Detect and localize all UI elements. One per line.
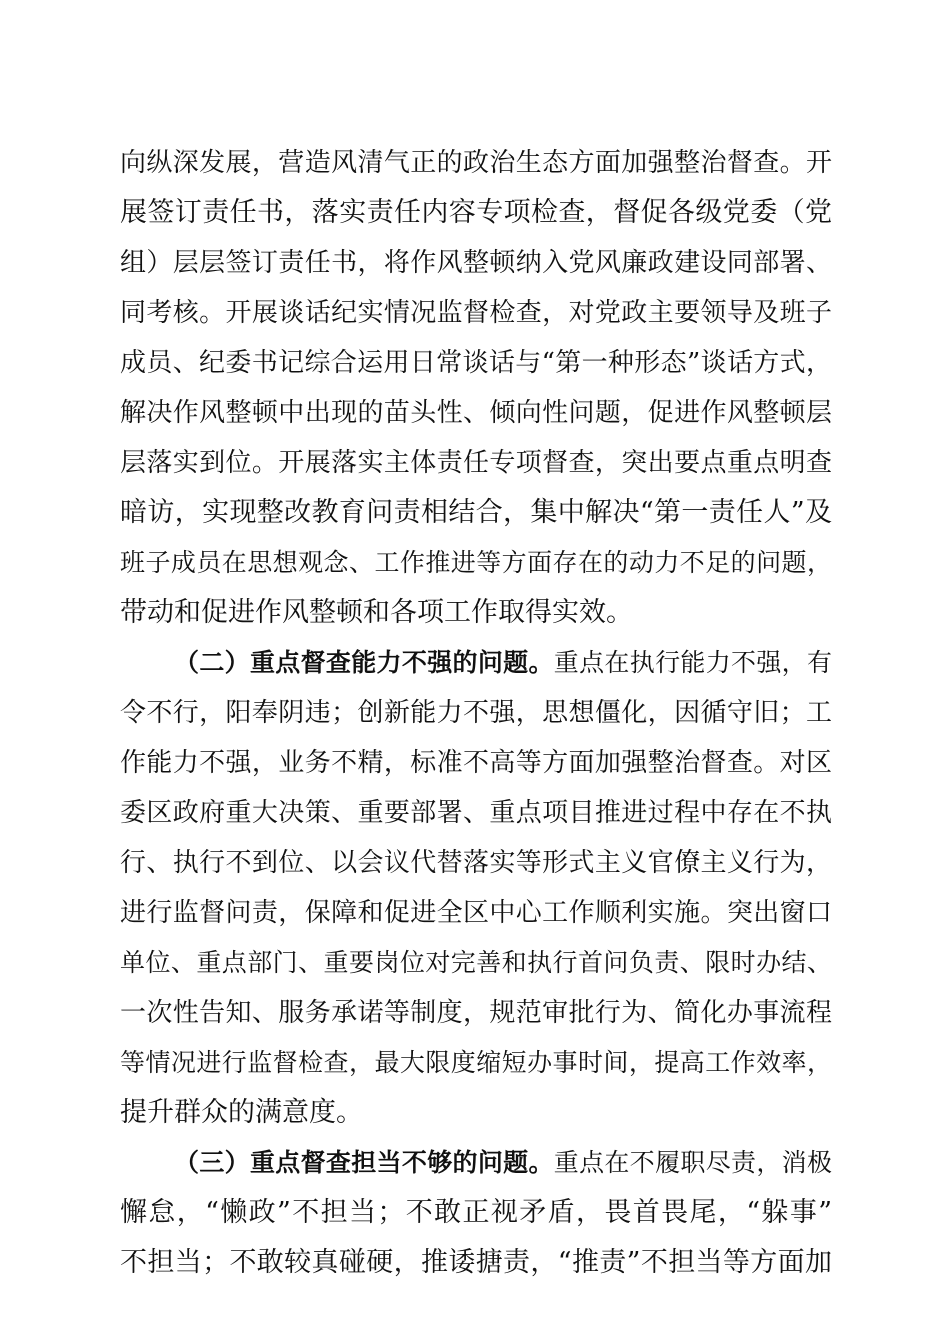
paragraph-1-line: 向纵深发展，营造风清气正的政治生态方面加强整治督查。开 [120, 148, 832, 178]
paragraph-2-line: 作能力不强，业务不精，标准不高等方面加强整治督查。对区 [120, 748, 832, 778]
paragraph-3-line: 不担当；不敢较真碰硬，推诿搪责，“推责”不担当等方面加 [120, 1247, 832, 1278]
paragraph-2-line: 委区政府重大决策、重要部署、重点项目推进过程中存在不执 [120, 798, 832, 828]
paragraph-2-first-text: 重点在执行能力不强，有 [553, 648, 832, 677]
paragraph-3-line: 懈怠，“懒政”不担当；不敢正视矛盾，畏首畏尾，“躲事” [120, 1197, 832, 1228]
paragraph-2-line: 进行监督问责，保障和促进全区中心工作顺利实施。突出窗口 [120, 898, 832, 928]
paragraph-3-first-line [174, 1143, 832, 1183]
paragraph-2-first-line [174, 643, 832, 683]
paragraph-1-line: 班子成员在思想观念、工作推进等方面存在的动力不足的问题， [120, 548, 832, 577]
paragraph-1-line: 暗访，实现整改教育问责相结合，集中解决“第一责任人”及 [120, 497, 832, 528]
paragraph-1-line: 解决作风整顿中出现的苗头性、倾向性问题，促进作风整顿层 [120, 398, 832, 428]
paragraph-2-line: 行、执行不到位、以会议代替落实等形式主义官僚主义行为， [120, 848, 832, 878]
paragraph-1-line: 同考核。开展谈话纪实情况监督检查，对党政主要领导及班子 [120, 298, 832, 328]
paragraph-1-line: 层落实到位。开展落实主体责任专项督查，突出要点重点明查 [120, 448, 832, 478]
paragraph-2-line: 一次性告知、服务承诺等制度，规范审批行为、简化办事流程 [120, 998, 832, 1028]
section-heading-3: （三）重点督查担当不够的问题。 [174, 1148, 554, 1177]
section-heading-2: （二）重点督查能力不强的问题。 [174, 648, 554, 677]
paragraph-1-line: 带动和促进作风整顿和各项工作取得实效。 [120, 597, 633, 628]
paragraph-1-line: 组）层层签订责任书，将作风整顿纳入党风廉政建设同部署、 [120, 248, 832, 278]
paragraph-2-line: 提升群众的满意度。 [120, 1097, 363, 1128]
paragraph-2-line: 单位、重点部门、重要岗位对完善和执行首问负责、限时办结、 [120, 948, 832, 977]
paragraph-1-line: 展签订责任书，落实责任内容专项检查，督促各级党委（党 [120, 197, 832, 228]
paragraph-2-line: 令不行，阳奉阴违；创新能力不强，思想僵化，因循守旧；工 [120, 698, 832, 728]
paragraph-2-line: 等情况进行监督检查，最大限度缩短办事时间，提高工作效率， [120, 1048, 832, 1077]
paragraph-1-line: 成员、纪委书记综合运用日常谈话与“第一种形态”谈话方式， [120, 348, 832, 378]
paragraph-3-first-text: 重点在不履职尽责，消极 [553, 1148, 832, 1177]
